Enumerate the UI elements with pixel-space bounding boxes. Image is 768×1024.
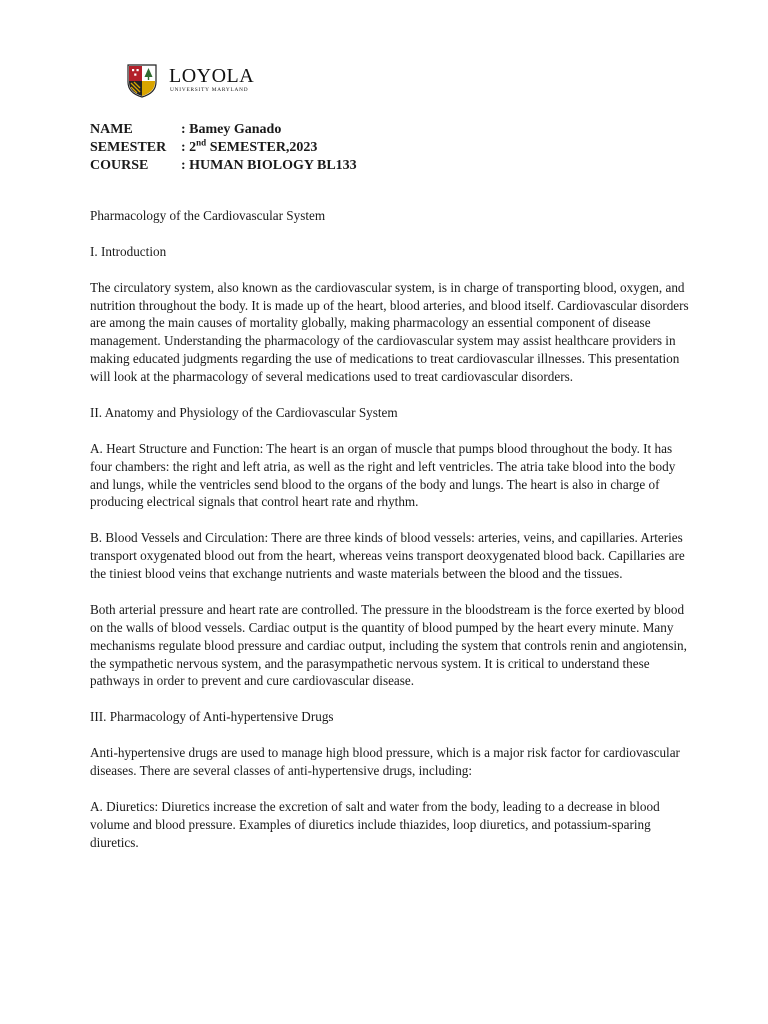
university-seal-icon (127, 64, 157, 98)
paragraph-heart-structure: A. Heart Structure and Function: The heart is an organ of muscle that pumps blood throughout the body. It has four chambers: the right and left atria, as well as the right and left ventricles. The atria take blood into the body and lungs, while the ventricles send blood to the organs of the body and lungs. The heart is also in charge of producing electrical signals that control heart rate and rhythm. (90, 440, 676, 510)
document-body (90, 207, 690, 869)
section-heading-antihypertensive: III. Pharmacology of Anti-hypertensive Drugs (90, 709, 334, 725)
document-title: Pharmacology of the Cardiovascular System (90, 208, 326, 223)
course-row (90, 157, 357, 175)
semester-prefix: : 2 (181, 140, 197, 155)
name-value: : Bamey Ganado (181, 122, 282, 137)
paragraph-pressure-control: Both arterial pressure and heart rate are controlled. The pressure in the bloodstream is the force exerted by blood on the walls of blood vessels. Cardiac output is the quantity of blood pumped by the heart every minute. Many mechanisms regulate blood pressure and cardiac output, including the system that controls renin and angiotensin, the sympathetic nervous system, and the parasympathetic nervous system. It is critical to understand these pathways in order to prevent and cure cardiovascular disease. (90, 601, 687, 689)
course-label: COURSE (90, 158, 149, 173)
name-label: NAME (90, 122, 133, 137)
section-heading-introduction: I. Introduction (90, 243, 167, 259)
paragraph-blood-vessels: B. Blood Vessels and Circulation: There are three kinds of blood vessels: arteries, veins, and capillaries. Arteries transport oxygenated blood out from the heart, whereas veins transport deoxygenated blood back. Capillaries are the tiniest blood veins that exchange nutrients and waste materials between the blood and the tissues. (90, 530, 685, 582)
course-value: : HUMAN BIOLOGY BL133 (181, 158, 357, 173)
logo-wordmark: LOYOLA (169, 65, 255, 87)
student-info-block (90, 121, 357, 175)
paragraph-introduction: The circulatory system, also known as the cardiovascular system, is in charge of transporting blood, oxygen, and nutrition throughout the body. It is made up of the heart, blood arteries, and blood itself. Cardiovascular disorders are among the main causes of mortality globally, making pharmacology an essential component of disease management. Understanding the pharmacology of the cardiovascular system may assist healthcare providers in making educated judgments regarding the use of medications to treat cardiovascular illnesses. This presentation will look at the pharmacology of several medications used to treat cardiovascular disorders. (90, 279, 689, 385)
logo-subtitle: UNIVERSITY MARYLAND (170, 87, 249, 93)
semester-value (181, 139, 317, 157)
semester-label: SEMESTER (90, 140, 167, 155)
name-row (90, 121, 357, 139)
paragraph-antihypertensive-intro: Anti-hypertensive drugs are used to manage high blood pressure, which is a major risk factor for cardiovascular diseases. There are several classes of anti-hypertensive drugs, including: (90, 745, 680, 778)
section-heading-anatomy: II. Anatomy and Physiology of the Cardiovascular System (90, 404, 398, 420)
paragraph-diuretics: A. Diuretics: Diuretics increase the excretion of salt and water from the body, leading to a decrease in blood volume and blood pressure. Examples of diuretics include thiazides, loop diuretics, and potassium-sparing diuretics. (90, 798, 660, 850)
semester-row (90, 139, 357, 157)
semester-suffix: SEMESTER,2023 (206, 140, 318, 155)
semester-ordinal: nd (196, 137, 207, 148)
